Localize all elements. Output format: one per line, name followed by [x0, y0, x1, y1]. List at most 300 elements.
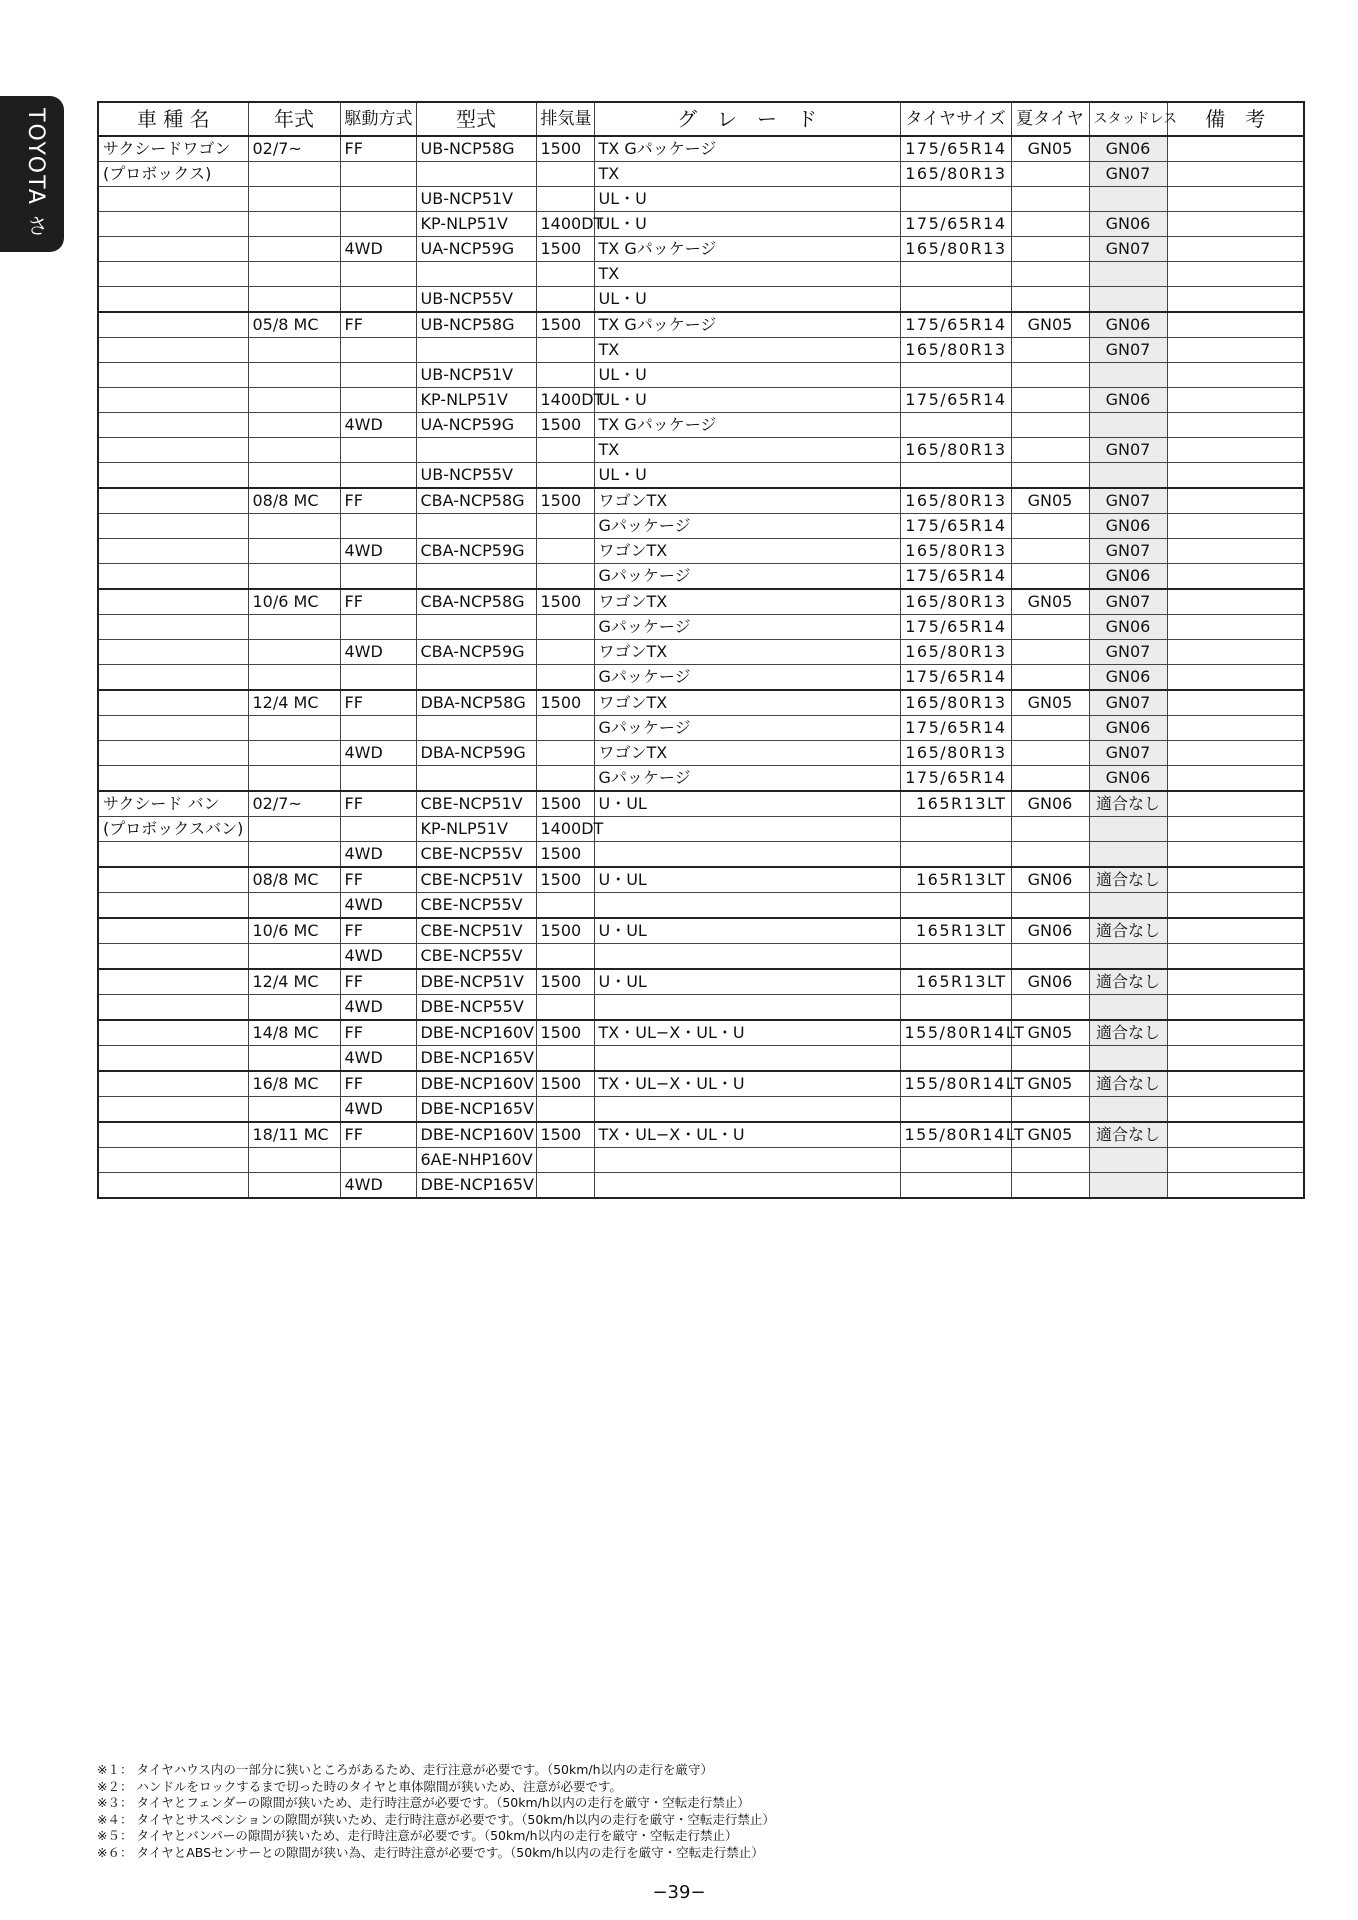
cell-summer [1011, 665, 1089, 691]
cell-type: CBE-NCP51V [416, 867, 536, 893]
cell-drive: 4WD [340, 1046, 416, 1072]
cell-remarks [1167, 539, 1304, 564]
cell-tire: 165/80R13 [900, 488, 1011, 514]
cell-disp [536, 438, 594, 463]
header-model: 車 種 名 [98, 102, 248, 136]
table-row [98, 615, 1304, 640]
cell-summer [1011, 388, 1089, 413]
cell-remarks [1167, 514, 1304, 539]
cell-disp [536, 564, 594, 590]
cell-type: DBE-NCP51V [416, 969, 536, 995]
table-row [98, 463, 1304, 489]
cell-disp [536, 162, 594, 187]
cell-year: 12/4 MC [248, 969, 340, 995]
cell-type [416, 766, 536, 792]
table-row [98, 893, 1304, 919]
cell-disp [536, 514, 594, 539]
cell-remarks [1167, 1020, 1304, 1046]
cell-studless: 適合なし [1089, 1071, 1167, 1097]
cell-model [98, 1122, 248, 1148]
cell-tire [900, 817, 1011, 842]
cell-studless [1089, 842, 1167, 868]
cell-remarks [1167, 615, 1304, 640]
cell-model [98, 514, 248, 539]
cell-disp [536, 1097, 594, 1123]
table-body [98, 136, 1304, 1198]
cell-type: DBE-NCP55V [416, 995, 536, 1021]
cell-drive: FF [340, 136, 416, 162]
cell-grade: TX・UL−X・UL・U [594, 1020, 900, 1046]
cell-remarks [1167, 212, 1304, 237]
header-grade: グ レ ー ド [594, 102, 900, 136]
cell-grade: UL・U [594, 287, 900, 313]
cell-grade: U・UL [594, 969, 900, 995]
cell-studless: 適合なし [1089, 1020, 1167, 1046]
cell-drive [340, 212, 416, 237]
cell-disp: 1400DT [536, 388, 594, 413]
cell-summer [1011, 741, 1089, 766]
cell-tire: 175/65R14 [900, 716, 1011, 741]
footnote: ※１： タイヤハウス内の一部分に狭いところがあるため、走行注意が必要です。（50km/h以内の走行を厳守） [97, 1762, 714, 1777]
cell-drive [340, 338, 416, 363]
header-tire-size: タイヤサイズ [900, 102, 1011, 136]
cell-year [248, 187, 340, 212]
table-row [98, 1148, 1304, 1173]
cell-disp: 1500 [536, 867, 594, 893]
cell-studless: GN07 [1089, 690, 1167, 716]
cell-remarks [1167, 262, 1304, 287]
cell-summer [1011, 338, 1089, 363]
cell-type: UA-NCP59G [416, 237, 536, 262]
cell-grade: UL・U [594, 388, 900, 413]
cell-year [248, 463, 340, 489]
table-row [98, 1071, 1304, 1097]
cell-disp: 1500 [536, 589, 594, 615]
cell-disp [536, 1173, 594, 1199]
cell-tire: 165/80R13 [900, 237, 1011, 262]
cell-grade [594, 842, 900, 868]
cell-year [248, 640, 340, 665]
cell-grade: U・UL [594, 867, 900, 893]
fitment-table [97, 101, 1305, 1199]
cell-disp [536, 640, 594, 665]
cell-disp [536, 716, 594, 741]
cell-tire: 165/80R13 [900, 338, 1011, 363]
cell-remarks [1167, 413, 1304, 438]
cell-tire: 175/65R14 [900, 615, 1011, 640]
table-row [98, 665, 1304, 691]
cell-model [98, 1097, 248, 1123]
cell-grade [594, 944, 900, 970]
cell-drive [340, 162, 416, 187]
cell-remarks [1167, 1122, 1304, 1148]
table-row [98, 944, 1304, 970]
cell-tire [900, 187, 1011, 212]
cell-type: CBA-NCP58G [416, 488, 536, 514]
cell-tire: 175/65R14 [900, 136, 1011, 162]
cell-year: 05/8 MC [248, 312, 340, 338]
cell-grade: TX Gパッケージ [594, 413, 900, 438]
table-row [98, 842, 1304, 868]
cell-studless: GN07 [1089, 589, 1167, 615]
cell-type [416, 716, 536, 741]
cell-model [98, 741, 248, 766]
cell-tire [900, 1097, 1011, 1123]
cell-studless: GN06 [1089, 514, 1167, 539]
cell-studless: GN06 [1089, 388, 1167, 413]
cell-drive: 4WD [340, 1173, 416, 1199]
cell-year [248, 716, 340, 741]
cell-disp [536, 944, 594, 970]
cell-model [98, 287, 248, 313]
cell-summer [1011, 463, 1089, 489]
cell-remarks [1167, 665, 1304, 691]
cell-tire [900, 413, 1011, 438]
cell-disp [536, 363, 594, 388]
cell-remarks [1167, 995, 1304, 1021]
cell-disp [536, 187, 594, 212]
table-row [98, 514, 1304, 539]
cell-type [416, 514, 536, 539]
cell-drive [340, 262, 416, 287]
table-row [98, 1173, 1304, 1199]
cell-type: DBE-NCP160V [416, 1020, 536, 1046]
cell-studless [1089, 1046, 1167, 1072]
cell-disp [536, 1046, 594, 1072]
header-year: 年式 [248, 102, 340, 136]
cell-remarks [1167, 766, 1304, 792]
cell-model [98, 237, 248, 262]
cell-year [248, 363, 340, 388]
cell-year: 08/8 MC [248, 867, 340, 893]
cell-remarks [1167, 589, 1304, 615]
cell-summer [1011, 187, 1089, 212]
cell-studless: GN06 [1089, 212, 1167, 237]
cell-year [248, 615, 340, 640]
cell-drive: FF [340, 690, 416, 716]
cell-summer [1011, 162, 1089, 187]
cell-tire: 175/65R14 [900, 766, 1011, 792]
cell-summer [1011, 514, 1089, 539]
table-row [98, 690, 1304, 716]
cell-studless [1089, 413, 1167, 438]
cell-disp: 1500 [536, 136, 594, 162]
table-row [98, 1097, 1304, 1123]
cell-tire: 175/65R14 [900, 312, 1011, 338]
cell-type: KP-NLP51V [416, 388, 536, 413]
cell-studless [1089, 463, 1167, 489]
table-row [98, 995, 1304, 1021]
cell-studless: GN07 [1089, 539, 1167, 564]
cell-model [98, 463, 248, 489]
cell-disp [536, 539, 594, 564]
cell-type: UB-NCP58G [416, 312, 536, 338]
cell-disp: 1500 [536, 413, 594, 438]
cell-grade [594, 1173, 900, 1199]
cell-studless: GN07 [1089, 162, 1167, 187]
cell-year [248, 665, 340, 691]
cell-drive [340, 187, 416, 212]
cell-type [416, 564, 536, 590]
table-row [98, 817, 1304, 842]
cell-summer [1011, 237, 1089, 262]
cell-remarks [1167, 388, 1304, 413]
cell-studless: GN06 [1089, 136, 1167, 162]
cell-model [98, 312, 248, 338]
cell-year [248, 893, 340, 919]
cell-model [98, 1020, 248, 1046]
cell-summer [1011, 1148, 1089, 1173]
cell-tire: 165R13LT [900, 969, 1011, 995]
cell-tire [900, 944, 1011, 970]
cell-type [416, 262, 536, 287]
cell-grade: U・UL [594, 918, 900, 944]
cell-summer [1011, 413, 1089, 438]
cell-grade: ワゴンTX [594, 539, 900, 564]
cell-summer [1011, 995, 1089, 1021]
cell-model: (プロボックス) [98, 162, 248, 187]
cell-summer: GN05 [1011, 312, 1089, 338]
cell-drive: FF [340, 969, 416, 995]
cell-summer [1011, 766, 1089, 792]
cell-studless [1089, 893, 1167, 919]
cell-type [416, 338, 536, 363]
header-remarks: 備 考 [1167, 102, 1304, 136]
cell-summer [1011, 1046, 1089, 1072]
cell-drive: FF [340, 867, 416, 893]
cell-studless: 適合なし [1089, 1122, 1167, 1148]
cell-model [98, 716, 248, 741]
cell-tire: 155/80R14LT [900, 1020, 1011, 1046]
cell-model [98, 640, 248, 665]
cell-tire: 165R13LT [900, 918, 1011, 944]
cell-model [98, 766, 248, 792]
cell-summer [1011, 262, 1089, 287]
cell-remarks [1167, 488, 1304, 514]
cell-remarks [1167, 162, 1304, 187]
cell-studless: GN07 [1089, 338, 1167, 363]
cell-type: CBE-NCP51V [416, 791, 536, 817]
cell-type: UB-NCP58G [416, 136, 536, 162]
table-header-row [98, 102, 1304, 136]
cell-type [416, 615, 536, 640]
cell-type: KP-NLP51V [416, 212, 536, 237]
table-row [98, 867, 1304, 893]
cell-summer: GN06 [1011, 918, 1089, 944]
table-row [98, 438, 1304, 463]
cell-year [248, 741, 340, 766]
cell-model: サクシードワゴン [98, 136, 248, 162]
cell-studless: GN06 [1089, 766, 1167, 792]
cell-remarks [1167, 944, 1304, 970]
cell-summer [1011, 212, 1089, 237]
cell-year [248, 995, 340, 1021]
cell-drive [340, 564, 416, 590]
cell-grade: UL・U [594, 363, 900, 388]
cell-drive: 4WD [340, 640, 416, 665]
cell-year: 14/8 MC [248, 1020, 340, 1046]
cell-disp [536, 766, 594, 792]
cell-studless: GN07 [1089, 741, 1167, 766]
cell-type: DBE-NCP165V [416, 1097, 536, 1123]
cell-disp: 1500 [536, 969, 594, 995]
cell-studless: GN06 [1089, 716, 1167, 741]
cell-model: サクシード バン [98, 791, 248, 817]
cell-studless [1089, 363, 1167, 388]
cell-studless: 適合なし [1089, 867, 1167, 893]
cell-type: CBE-NCP55V [416, 893, 536, 919]
cell-summer [1011, 615, 1089, 640]
cell-grade [594, 1046, 900, 1072]
cell-type: CBA-NCP59G [416, 640, 536, 665]
cell-year [248, 842, 340, 868]
cell-studless [1089, 1097, 1167, 1123]
cell-tire: 165R13LT [900, 867, 1011, 893]
cell-drive [340, 388, 416, 413]
cell-year: 18/11 MC [248, 1122, 340, 1148]
cell-grade [594, 893, 900, 919]
cell-model [98, 539, 248, 564]
cell-model [98, 1148, 248, 1173]
cell-studless [1089, 1173, 1167, 1199]
cell-studless: GN07 [1089, 438, 1167, 463]
cell-year [248, 564, 340, 590]
cell-drive: 4WD [340, 944, 416, 970]
cell-summer [1011, 287, 1089, 313]
cell-disp [536, 615, 594, 640]
table-row [98, 187, 1304, 212]
cell-year [248, 1148, 340, 1173]
cell-summer [1011, 438, 1089, 463]
cell-summer: GN05 [1011, 589, 1089, 615]
cell-tire: 165/80R13 [900, 162, 1011, 187]
cell-remarks [1167, 312, 1304, 338]
cell-model [98, 187, 248, 212]
cell-type: UB-NCP51V [416, 363, 536, 388]
fitment-table-container [97, 101, 1303, 1199]
cell-grade: TX [594, 438, 900, 463]
table-row [98, 716, 1304, 741]
table-row [98, 262, 1304, 287]
cell-drive [340, 766, 416, 792]
cell-studless [1089, 287, 1167, 313]
cell-drive [340, 817, 416, 842]
cell-tire: 165/80R13 [900, 589, 1011, 615]
cell-type: UB-NCP51V [416, 187, 536, 212]
cell-summer: GN05 [1011, 1071, 1089, 1097]
cell-year [248, 413, 340, 438]
cell-drive: FF [340, 918, 416, 944]
cell-disp: 1500 [536, 237, 594, 262]
cell-tire [900, 262, 1011, 287]
cell-model [98, 918, 248, 944]
cell-drive: FF [340, 791, 416, 817]
cell-year [248, 212, 340, 237]
cell-type: KP-NLP51V [416, 817, 536, 842]
cell-grade [594, 817, 900, 842]
cell-studless: GN07 [1089, 640, 1167, 665]
cell-model [98, 893, 248, 919]
cell-tire: 165/80R13 [900, 438, 1011, 463]
cell-drive [340, 665, 416, 691]
cell-model [98, 363, 248, 388]
cell-studless [1089, 944, 1167, 970]
cell-year [248, 1046, 340, 1072]
header-type: 型式 [416, 102, 536, 136]
header-displacement: 排気量 [536, 102, 594, 136]
cell-remarks [1167, 438, 1304, 463]
cell-drive [340, 287, 416, 313]
cell-year: 02/7~ [248, 136, 340, 162]
cell-model [98, 842, 248, 868]
table-row [98, 162, 1304, 187]
cell-type: 6AE-NHP160V [416, 1148, 536, 1173]
table-row [98, 413, 1304, 438]
table-row [98, 237, 1304, 262]
cell-type [416, 665, 536, 691]
table-row [98, 640, 1304, 665]
cell-disp: 1500 [536, 1020, 594, 1046]
table-row [98, 1046, 1304, 1072]
cell-disp: 1500 [536, 791, 594, 817]
table-row [98, 969, 1304, 995]
cell-summer: GN06 [1011, 867, 1089, 893]
cell-studless: GN06 [1089, 564, 1167, 590]
cell-tire [900, 363, 1011, 388]
cell-tire: 175/65R14 [900, 388, 1011, 413]
cell-tire: 165R13LT [900, 791, 1011, 817]
cell-disp [536, 741, 594, 766]
cell-tire: 165/80R13 [900, 690, 1011, 716]
cell-remarks [1167, 640, 1304, 665]
table-row [98, 589, 1304, 615]
cell-type: CBE-NCP51V [416, 918, 536, 944]
cell-drive: FF [340, 1020, 416, 1046]
cell-year [248, 766, 340, 792]
cell-grade [594, 1097, 900, 1123]
cell-remarks [1167, 187, 1304, 212]
cell-grade: Gパッケージ [594, 564, 900, 590]
cell-grade: TX・UL−X・UL・U [594, 1071, 900, 1097]
footnote: ※３： タイヤとフェンダーの隙間が狭いため、走行時注意が必要です。（50km/h以内の走行を厳守・空転走行禁止） [97, 1795, 750, 1810]
cell-drive [340, 1148, 416, 1173]
cell-model [98, 969, 248, 995]
cell-drive [340, 716, 416, 741]
cell-remarks [1167, 1046, 1304, 1072]
table-row [98, 564, 1304, 590]
cell-grade: UL・U [594, 212, 900, 237]
cell-grade: TX [594, 262, 900, 287]
cell-model [98, 1173, 248, 1199]
cell-type: DBA-NCP58G [416, 690, 536, 716]
cell-studless: GN06 [1089, 312, 1167, 338]
cell-year [248, 1173, 340, 1199]
cell-drive: 4WD [340, 539, 416, 564]
cell-model [98, 995, 248, 1021]
cell-summer: GN05 [1011, 1122, 1089, 1148]
cell-model [98, 589, 248, 615]
cell-remarks [1167, 287, 1304, 313]
cell-grade: Gパッケージ [594, 665, 900, 691]
cell-studless: 適合なし [1089, 969, 1167, 995]
cell-type: DBE-NCP160V [416, 1122, 536, 1148]
cell-drive [340, 514, 416, 539]
cell-remarks [1167, 1097, 1304, 1123]
cell-summer: GN06 [1011, 969, 1089, 995]
cell-grade: Gパッケージ [594, 615, 900, 640]
cell-model [98, 413, 248, 438]
header-drive: 駆動方式 [340, 102, 416, 136]
